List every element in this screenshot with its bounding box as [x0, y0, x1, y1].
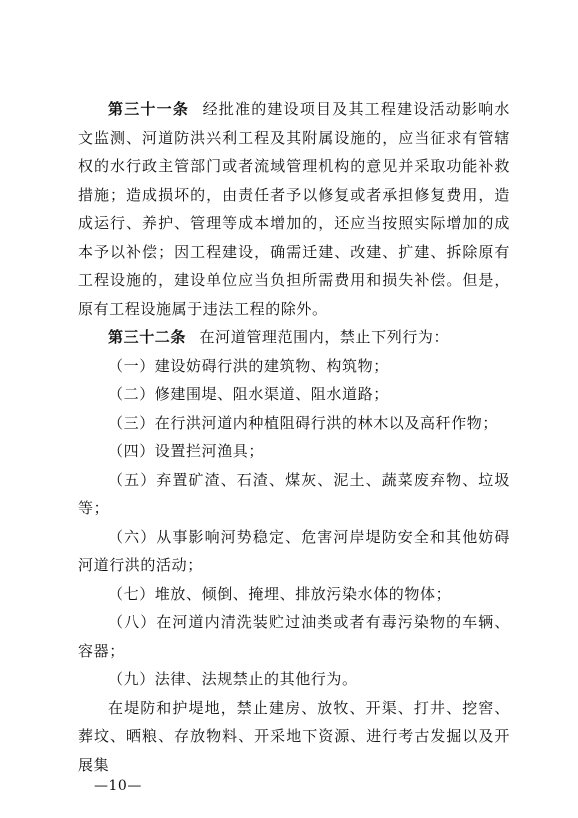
article-31-paragraph [78, 95, 510, 323]
page-number: —10— [94, 778, 142, 794]
prohibited-item-1: （一）建设妨碍行洪的建筑物、构筑物； [108, 356, 389, 375]
prohibited-item-7: （七）堆放、倾倒、掩埋、排放污染水体的物体； [108, 584, 452, 603]
prohibited-item-4: （四）设置拦河渔具； [108, 442, 265, 460]
prohibited-item-6: （六）从事影响河势稳定、危害河岸堤防安全和其他妨碍河道行洪的活动； [78, 527, 510, 574]
prohibited-item-8: （八）在河道内清洗装贮过油类或者有毒污染物的车辆、容器； [78, 613, 510, 660]
article-32-intro-paragraph [78, 323, 510, 352]
prohibited-item-3: （三）在行洪河道内种植阻碍行洪的林木以及高秆作物； [108, 413, 499, 432]
prohibited-item-5: （五）弃置矿渣、石渣、煤灰、泥土、蔬菜废弃物、垃圾等； [78, 470, 510, 517]
article-31-text: 经批准的建设项目及其工程建设活动影响水文监测、河道防洪兴利工程及其附属设施的，应当征求有管辖权的水行政主管部门或者流域管理机构的意见并采取功能补救措施；造成损坏的，由责任者予以修复或者承担修复费用，造成运行、养护、管理等成本增加的，还应当按照实际增加的成本予以补偿；因工程建设，确需迁建、改建、扩建、拆除原有工程设施的，建设单位应当负担所需费用和损失补偿。但是，原有工程设施属于违法工程的除外。 [78, 100, 510, 318]
article-31-heading: 第三十一条 [108, 100, 190, 118]
prohibited-item-2: （二）修建围堤、阻水渠道、阻水道路； [108, 385, 389, 403]
document-body [78, 95, 510, 779]
article-32-closing-paragraph: 在堤防和护堤地，禁止建房、放牧、开渠、打井、挖窖、葬坟、晒粮、存放物料、开采地下资源、进行考古发掘以及开展集 [78, 698, 510, 774]
article-32-intro: 在河道管理范围内，禁止下列行为： [199, 328, 450, 346]
prohibited-item-9: （九）法律、法规禁止的其他行为。 [108, 670, 358, 688]
article-32-heading: 第三十二条 [108, 328, 187, 346]
